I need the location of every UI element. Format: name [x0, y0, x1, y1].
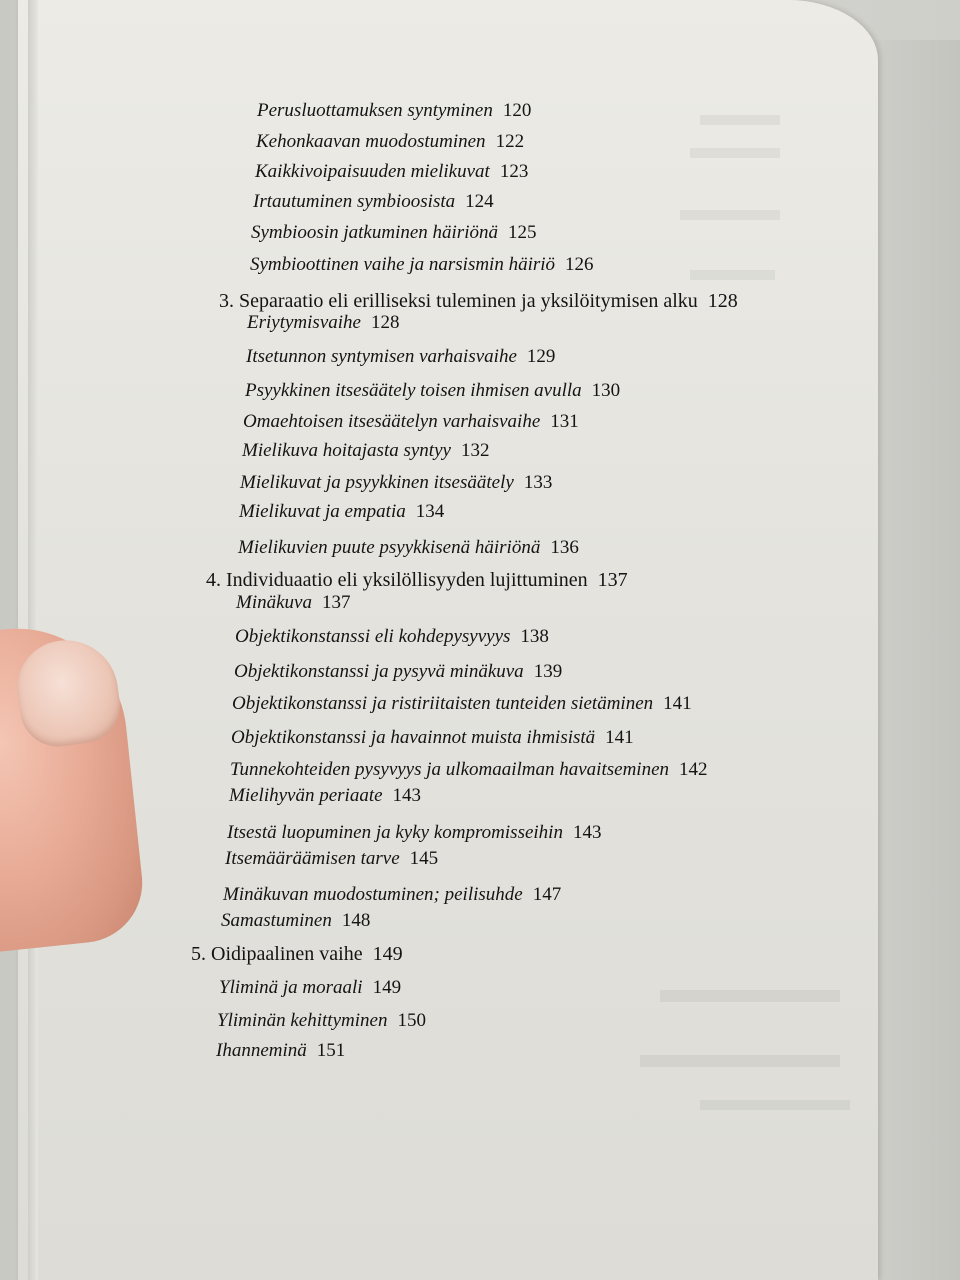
toc-entry [256, 131, 524, 153]
toc-entry [240, 472, 552, 494]
toc-entry-title: Mielikuva hoitajasta syntyy [242, 440, 451, 461]
toc-page-number: 122 [495, 131, 525, 152]
toc-entry-title: Minäkuva [236, 592, 312, 613]
toc-entry [227, 822, 601, 844]
toc-entry-title: Itsemääräämisen tarve [225, 848, 400, 869]
toc-entry-title: Mielikuvat ja empatia [239, 501, 406, 522]
toc-entry [255, 161, 528, 183]
toc-entry-title: Objektikonstanssi ja havainnot muista ihmisistä [231, 727, 596, 748]
toc-page-number: 139 [533, 661, 563, 682]
toc-page-number: 125 [507, 222, 537, 243]
toc-page-number: 137 [321, 592, 351, 613]
toc-page-number: 148 [341, 910, 371, 931]
toc-page-number: 147 [532, 884, 562, 905]
toc-entry [232, 693, 692, 715]
toc-entry-title: Itsetunnon syntymisen varhaisvaihe [246, 346, 517, 367]
toc-entry [230, 759, 708, 781]
toc-page-number: 128 [707, 290, 738, 312]
toc-page-number: 123 [499, 161, 529, 182]
toc-entry-title: Mielikuvien puute psyykkisenä häiriönä [238, 537, 541, 558]
toc-page-number: 130 [591, 380, 621, 401]
toc-entry [257, 100, 531, 122]
toc-entry [236, 592, 350, 614]
toc-page-number: 120 [502, 100, 532, 121]
toc-entry-title: Objektikonstanssi eli kohdepysyvyys [235, 626, 511, 647]
toc-page-number: 150 [397, 1010, 426, 1031]
toc-page-number: 124 [465, 191, 494, 212]
toc-entry-title: Eriytymisvaihe [247, 312, 361, 333]
toc-entry [239, 501, 444, 523]
toc-section-heading [219, 290, 738, 313]
toc-entry-title: Irtautuminen symbioosista [253, 191, 456, 212]
toc-page-number: 143 [392, 785, 422, 806]
toc-entry [225, 848, 438, 870]
toc-section-heading [191, 943, 403, 966]
toc-entry-title: Symbioosin jatkuminen häiriönä [251, 222, 498, 243]
toc-entry-title: Yliminä ja moraali [219, 977, 363, 998]
toc-entry [245, 380, 620, 402]
toc-entry-title: Objektikonstanssi ja pysyvä minäkuva [234, 661, 524, 682]
toc-page-number: 134 [415, 501, 445, 522]
toc-entry [242, 440, 489, 462]
toc-page-number: 142 [679, 759, 708, 780]
toc-page-number: 132 [460, 440, 490, 461]
toc-page-number: 133 [523, 472, 553, 493]
toc-entry [217, 1010, 426, 1032]
toc-entry [221, 910, 370, 932]
toc-entry [235, 626, 549, 648]
toc-entry-title: Kaikkivoipaisuuden mielikuvat [255, 161, 490, 182]
toc-page-number: 141 [605, 727, 634, 748]
toc-page-number: 145 [409, 848, 439, 869]
toc-entry [216, 1040, 345, 1062]
toc-entry-title: Yliminän kehittyminen [217, 1010, 388, 1031]
toc-entry [253, 191, 494, 213]
toc-entry-title: 3. Separaatio eli erilliseksi tuleminen ja yksilöitymisen alku [219, 290, 698, 312]
toc-page-number: 149 [372, 977, 402, 998]
toc-entry [243, 411, 579, 433]
toc-entry-title: Perusluottamuksen syntyminen [257, 100, 493, 121]
toc-page-number: 126 [565, 254, 594, 275]
toc-page-number: 131 [550, 411, 579, 432]
toc-entry-title: Omaehtoisen itsesäätelyn varhaisvaihe [243, 411, 541, 432]
toc-page-number: 141 [663, 693, 692, 714]
toc-entry-title: Psyykkinen itsesäätely toisen ihmisen avulla [245, 380, 582, 401]
toc-entry [234, 661, 562, 683]
toc-section-heading [206, 569, 628, 592]
toc-entry-title: Tunnekohteiden pysyvyys ja ulkomaailman havaitseminen [230, 759, 670, 780]
toc-page-number: 128 [370, 312, 400, 333]
toc-entry-title: Minäkuvan muodostuminen; peilisuhde [223, 884, 523, 905]
toc-entry-title: Samastuminen [221, 910, 332, 931]
toc-entry-title: Symbioottinen vaihe ja narsismin häiriö [250, 254, 556, 275]
toc-page-number: 129 [526, 346, 556, 367]
toc-page-number: 143 [572, 822, 602, 843]
toc-entry [229, 785, 421, 807]
toc-page-number: 138 [520, 626, 549, 647]
toc-entry [251, 222, 536, 244]
toc-entry [247, 312, 399, 334]
toc-entry-title: 5. Oidipaalinen vaihe [191, 943, 363, 965]
toc-entry-title: Mielikuvat ja psyykkinen itsesäätely [240, 472, 514, 493]
toc-page-number: 136 [550, 537, 579, 558]
toc-entry [246, 346, 555, 368]
toc-entry [223, 884, 561, 906]
toc-page-number: 151 [316, 1040, 346, 1061]
toc-entry-title: 4. Individuaatio eli yksilöllisyyden lujittuminen [206, 569, 588, 591]
toc-entry [219, 977, 401, 999]
toc-entry-title: Objektikonstanssi ja ristiriitaisten tunteiden sietäminen [232, 693, 654, 714]
toc-entry-title: Itsestä luopuminen ja kyky kompromisseihin [227, 822, 563, 843]
toc-entry-title: Kehonkaavan muodostuminen [256, 131, 486, 152]
toc-page-number: 149 [372, 943, 403, 965]
toc-entry-title: Mielihyvän periaate [229, 785, 383, 806]
toc-entry [250, 254, 594, 276]
toc-entry [238, 537, 579, 559]
toc-entry [231, 727, 634, 749]
toc-entry-title: Ihanneminä [216, 1040, 307, 1061]
toc-page-number: 137 [597, 569, 628, 591]
